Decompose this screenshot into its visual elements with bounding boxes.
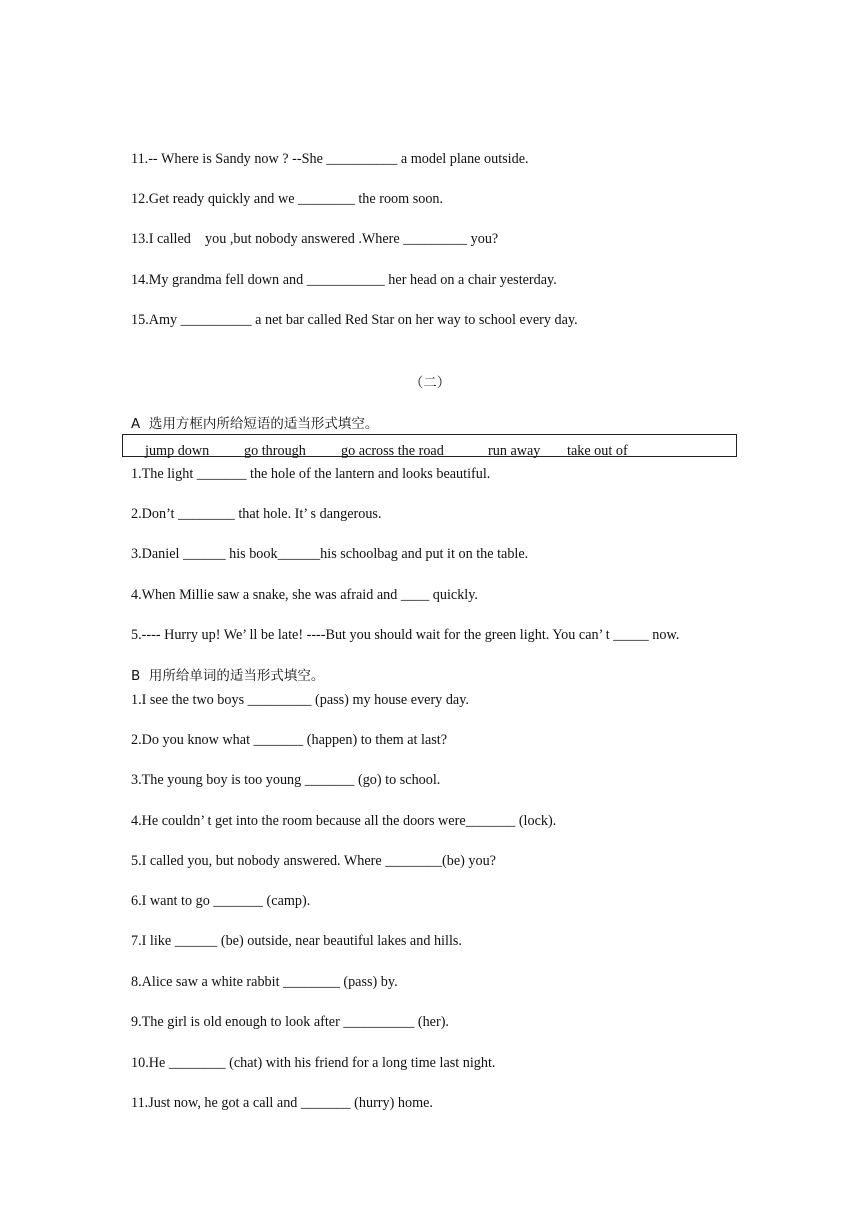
section-b-instruction: B 用所给单词的适当形式填空。 bbox=[131, 668, 325, 684]
phrase-run-away: run away bbox=[488, 443, 541, 459]
question-15: 15.Amy __________ a net bar called Red Star on her way to school every day. bbox=[131, 312, 578, 328]
section-b-question-2: 2.Do you know what _______ (happen) to them at last? bbox=[131, 732, 448, 748]
phrase-go-through: go through bbox=[244, 443, 306, 459]
question-14: 14.My grandma fell down and ___________ her head on a chair yesterday. bbox=[131, 272, 557, 288]
section-a-question-5: 5.---- Hurry up! We’ ll be late! ----But you should wait for the green light. You can’ t _____ now. bbox=[131, 627, 680, 643]
section-a-question-4: 4.When Millie saw a snake, she was afraid and ____ quickly. bbox=[131, 587, 478, 603]
phrase-jump-down: jump down bbox=[145, 443, 210, 459]
phrase-take-out-of: take out of bbox=[567, 443, 628, 459]
section-b-question-10: 10.He ________ (chat) with his friend for a long time last night. bbox=[131, 1055, 496, 1071]
question-11: 11.-- Where is Sandy now ? --She __________ a model plane outside. bbox=[131, 151, 529, 167]
section-b-question-4: 4.He couldn’ t get into the room because all the doors were_______ (lock). bbox=[131, 813, 557, 829]
section-b-question-1: 1.I see the two boys _________ (pass) my house every day. bbox=[131, 692, 469, 708]
section-b-question-9: 9.The girl is old enough to look after __________ (her). bbox=[131, 1014, 449, 1030]
section-b-question-3: 3.The young boy is too young _______ (go) to school. bbox=[131, 772, 441, 788]
section-a-question-3: 3.Daniel ______ his book______his schoolbag and put it on the table. bbox=[131, 546, 529, 562]
section-title: （二） bbox=[409, 375, 451, 391]
section-a-question-1: 1.The light _______ the hole of the lantern and looks beautiful. bbox=[131, 466, 491, 482]
question-13: 13.I called you ,but nobody answered .Where _________ you? bbox=[131, 231, 499, 247]
question-12: 12.Get ready quickly and we ________ the room soon. bbox=[131, 191, 444, 207]
section-b-question-8: 8.Alice saw a white rabbit ________ (pass) by. bbox=[131, 974, 398, 990]
section-b-question-11: 11.Just now, he got a call and _______ (hurry) home. bbox=[131, 1095, 433, 1111]
section-b-question-7: 7.I like ______ (be) outside, near beautiful lakes and hills. bbox=[131, 933, 462, 949]
phrase-go-across-the-road: go across the road bbox=[341, 443, 444, 459]
section-b-question-5: 5.I called you, but nobody answered. Where ________(be) you? bbox=[131, 853, 496, 869]
section-b-question-6: 6.I want to go _______ (camp). bbox=[131, 893, 311, 909]
section-a-instruction: A 选用方框内所给短语的适当形式填空。 bbox=[131, 416, 379, 432]
section-a-question-2: 2.Don’t ________ that hole. It’ s dangerous. bbox=[131, 506, 382, 522]
